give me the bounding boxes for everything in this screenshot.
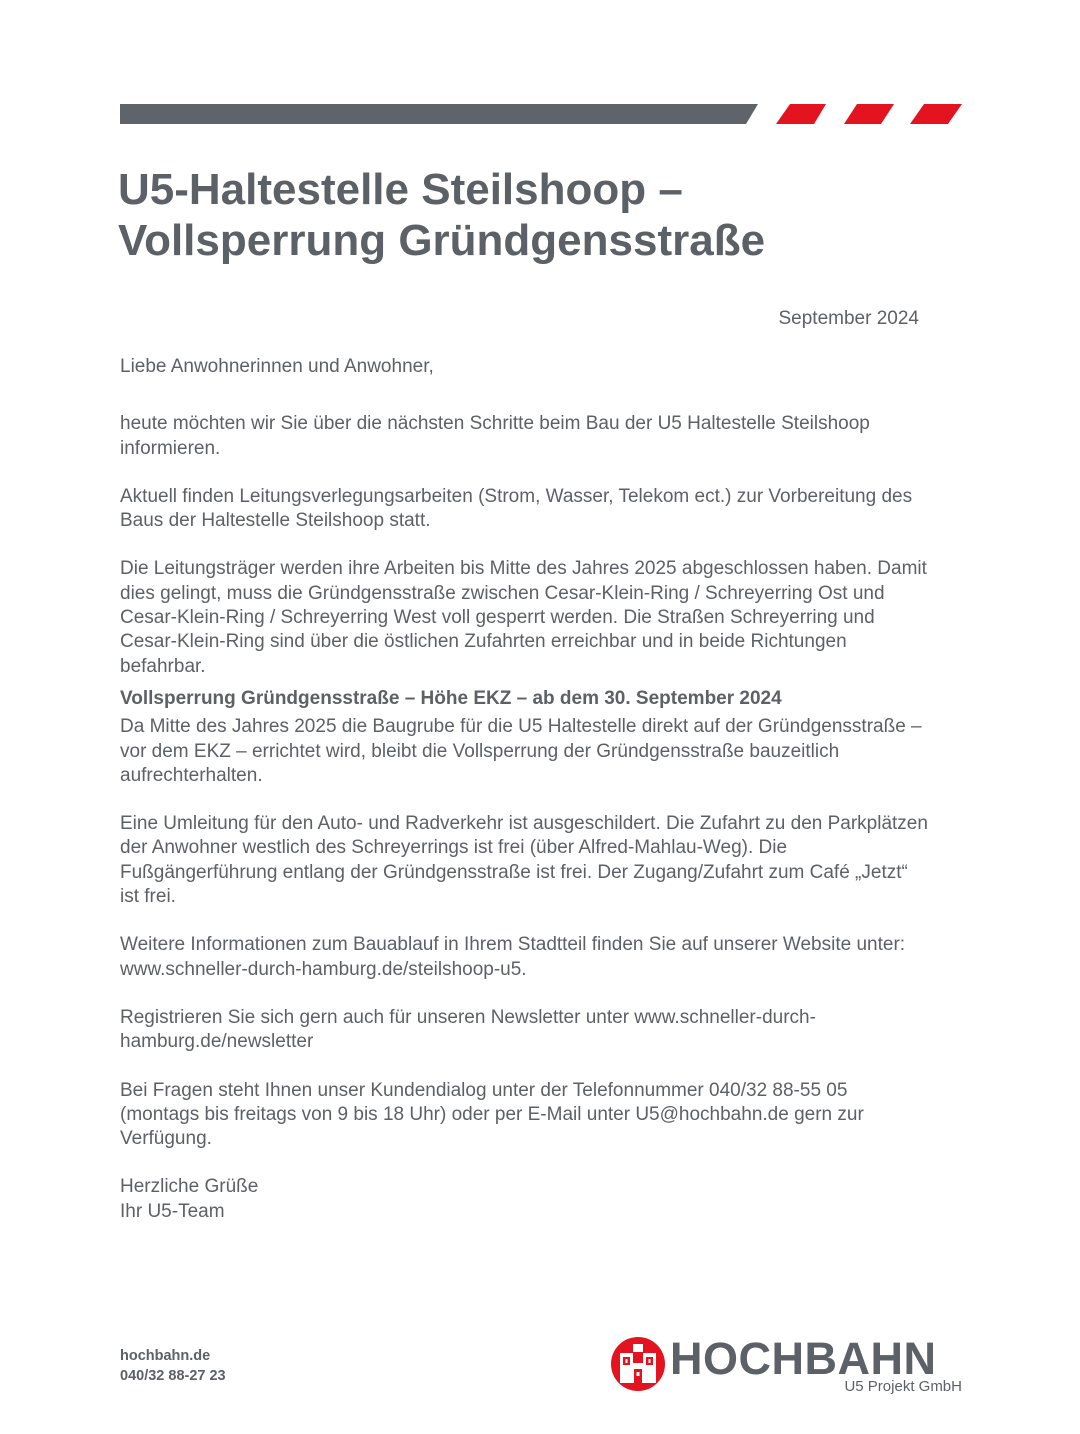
header-band <box>120 104 962 124</box>
paragraph: Aktuell finden Leitungsverlegungsarbeiten (Strom, Wasser, Telekom ect.) zur Vorbereitung des Baus der Haltestelle Steilshoop statt. <box>120 485 913 532</box>
subheading: Vollsperrung Gründgensstraße – Höhe EKZ – ab dem 30. September 2024 <box>120 687 782 709</box>
title-line-1: U5-Haltestelle Steilshoop – <box>118 165 683 214</box>
footer-contact <box>120 1346 226 1386</box>
logo-wordmark: HOCHBAHN <box>670 1333 937 1384</box>
signature: Ihr U5-Team <box>120 1200 225 1222</box>
paragraph: heute möchten wir Sie über die nächsten Schritte beim Bau der U5 Haltestelle Steilshoop informieren. <box>120 413 870 459</box>
paragraph: Die Leitungsträger werden ihre Arbeiten bis Mitte des Jahres 2025 abgeschlossen haben. Damit dies gelingt, muss die Gründgensstraße zwischen Cesar-Klein-Ring / Schreyerring Ost und Cesar-Klein-Ring / Schreyerring West voll gesperrt werden. Die Straßen Schreyerring und Cesar-Klein-Ring sind über die östlichen Zufahrten erreichbar und in beide Richtungen befahrbar. <box>120 558 927 677</box>
logo-subtitle: U5 Projekt GmbH <box>844 1378 962 1395</box>
paragraph: Eine Umleitung für den Auto- und Radverkehr ist ausgeschildert. Die Zufahrt zu den Parkplätzen der Anwohner westlich des Schreyerrings ist frei (über Alfred-Mahlau-Weg). Die Fußgängerführung entlang der Gründgensstraße ist frei. Der Zugang/Zufahrt zum Café „Jetzt“ ist frei. <box>120 813 928 908</box>
hochbahn-logo <box>608 1334 964 1398</box>
header-red-stripe-1 <box>776 104 826 124</box>
title-line-2: Vollsperrung Gründgensstraße <box>118 216 766 265</box>
header-gray-bar <box>120 104 758 124</box>
footer-website: hochbahn.de <box>120 1348 211 1364</box>
paragraph: Da Mitte des Jahres 2025 die Baugrube für die U5 Haltestelle direkt auf der Gründgensstraße – vor dem EKZ – errichtet wird, bleibt die Vollsperrung der Gründgensstraße bauzeitlich aufrechterhalten. <box>120 716 922 786</box>
paragraph: Registrieren Sie sich gern auch für unseren Newsletter unter www.schneller-durch-hamburg.de/newsletter <box>120 1006 816 1053</box>
paragraph: Bei Fragen steht Ihnen unser Kundendialog unter der Telefonnummer 040/32 88-55 05 (montags bis freitags von 9 bis 18 Uhr) oder per E-Mail unter U5@hochbahn.de gern zur Verfügung. <box>120 1079 864 1150</box>
hamburg-castle-icon <box>610 1336 666 1392</box>
footer-phone: 040/32 88-27 23 <box>120 1368 226 1384</box>
letter-body <box>120 355 930 1224</box>
letter-title <box>118 164 998 266</box>
header-red-stripe-2 <box>844 104 894 124</box>
salutation: Liebe Anwohnerinnen und Anwohner, <box>120 356 434 377</box>
paragraph: Weitere Informationen zum Bauablauf in Ihrem Stadtteil finden Sie auf unserer Website unter: www.schneller-durch-hamburg.de/steilshoop-u5. <box>120 934 906 980</box>
closing: Herzliche Grüße <box>120 1176 259 1198</box>
header-red-stripe-3 <box>910 104 962 124</box>
letter-date: September 2024 <box>778 308 919 329</box>
